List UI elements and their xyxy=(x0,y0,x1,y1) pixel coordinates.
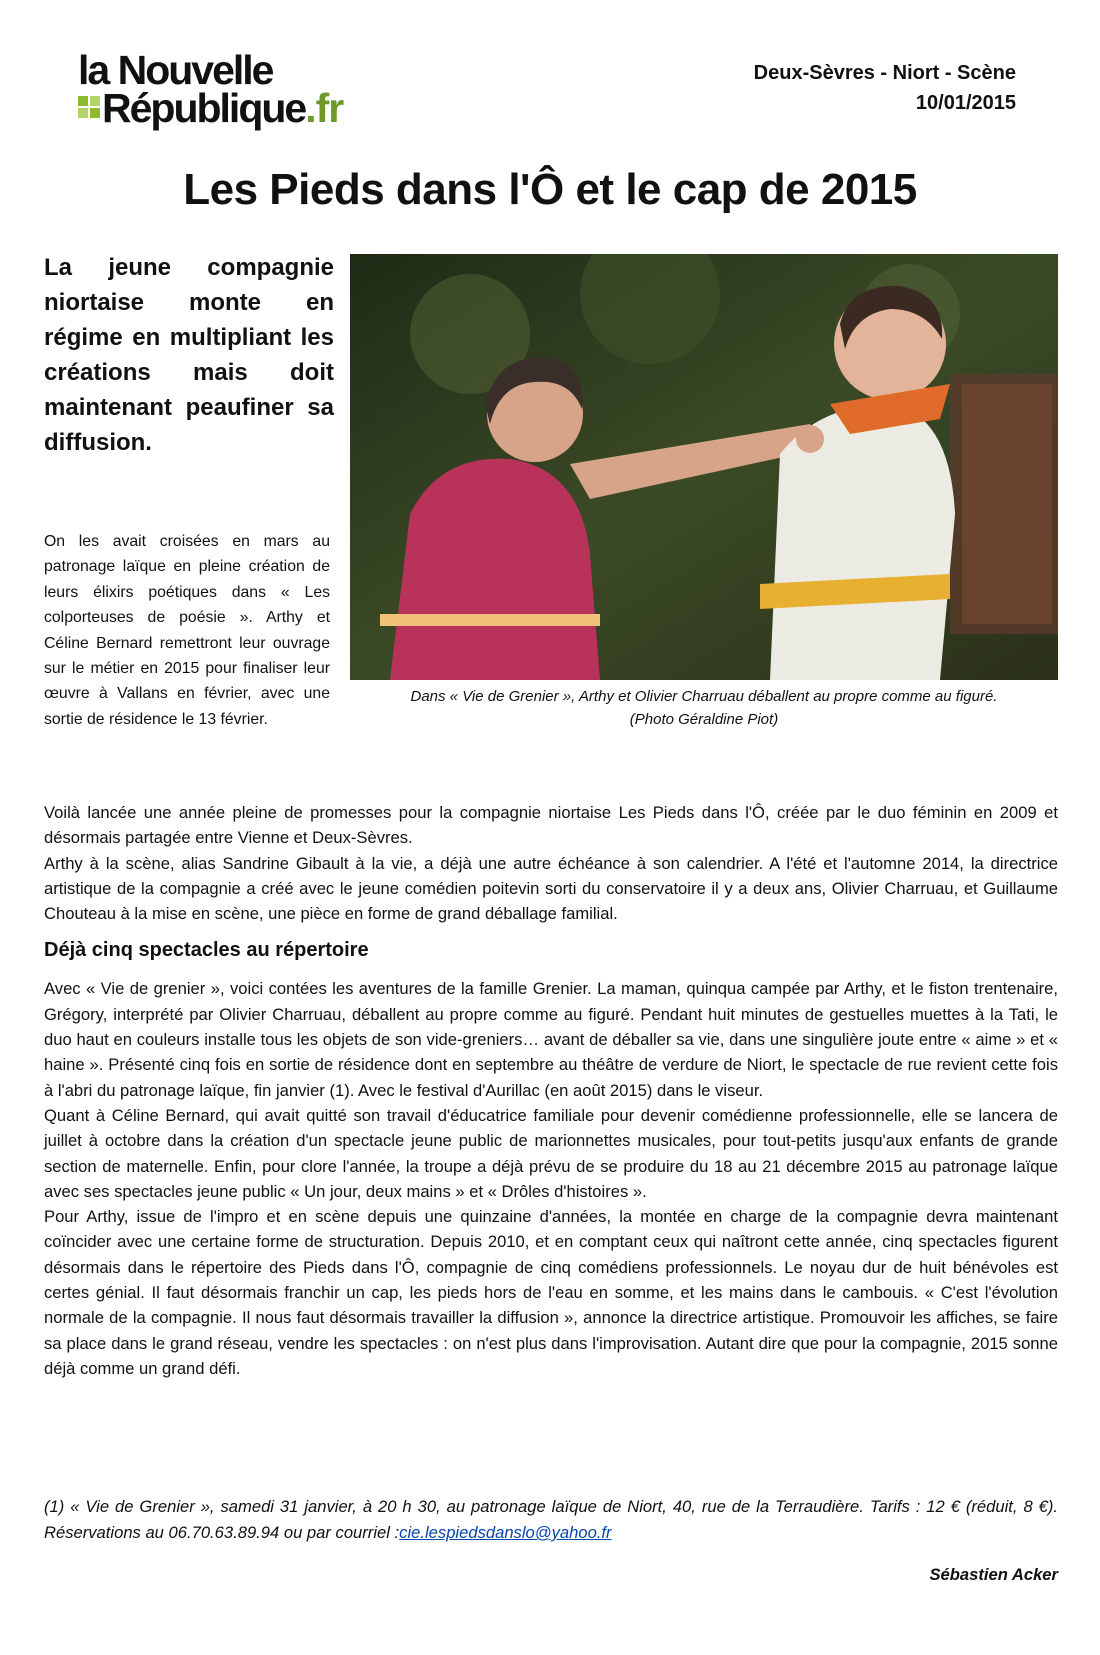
paragraph: Voilà lancée une année pleine de promesses pour la compagnie niortaise Les Pieds dans l'Ô, créée par le duo féminin en 2009 et désormais partagée entre Vienne et Deux-Sèvres. xyxy=(44,803,1058,848)
photo-caption-text: Dans « Vie de Grenier », Arthy et Olivier Charruau déballent au propre comme au figuré. xyxy=(410,688,998,705)
author-signature: Sébastien Acker xyxy=(929,1565,1058,1584)
contact-email-link[interactable]: cie.lespiedsdanslo@yahoo.fr xyxy=(399,1523,612,1542)
article-body xyxy=(44,800,1058,1381)
article-intro: On les avait croisées en mars au patronage laïque en pleine création de leurs élixirs poétiques dans « Les colporteuses de poésie ». Arthy et Céline Bernard remettront leur ouvrage sur le métier en 2015 pour finaliser leur œuvre à Vallans en février, avec une sortie de résidence le 13 février. xyxy=(44,533,330,728)
photo-illustration xyxy=(350,254,1058,680)
article-footnote xyxy=(44,1494,1058,1546)
photo-credit: (Photo Géraldine Piot) xyxy=(629,711,779,728)
paragraph: Pour Arthy, issue de l'impro et en scène depuis une quinzaine d'années, la montée en charge de la compagnie devra maintenant coïncider avec une certaine forme de structuration. Depuis 2010, et en comptant ceux qui naîtront cette année, cinq spectacles figurent désormais dans le répertoire des Pieds dans l'Ô, compagnie de cinq comédiens professionnels. Le noyau dur de huit bénévoles est certes génial. Il faut désormais franchir un cap, les pieds hors de l'eau en somme, et les mains dans le cambouis. « C'est l'évolution normale de la compagnie. Il nous faut désormais travailler la diffusion », annonce la directrice artistique. Promouvoir les affiches, se faire sa place dans le grand réseau, vendre les spectacles : on n'est plus dans l'improvisation. Autant dire que pour la compagnie, 2015 sonne déjà comme un grand défi. xyxy=(44,1207,1058,1378)
article-lead: La jeune compagnie niortaise monte en régime en multipliant les créations mais doit maintenant peaufiner sa diffusion. xyxy=(44,254,334,456)
logo-line2 xyxy=(78,85,344,131)
logo-name: République xyxy=(102,85,306,131)
photo-caption xyxy=(350,685,1058,731)
footnote-text: (1) « Vie de Grenier », samedi 31 janvier, à 20 h 30, au patronage laïque de Niort, 40, rue de la Terraudière. Tarifs : 12 € (réduit, 8 €). Réservations au 06.70.63.89.94 ou par courriel : xyxy=(44,1497,1058,1542)
logo-line1: la Nouvelle xyxy=(78,47,273,93)
publication-date: 10/01/2015 xyxy=(915,92,1016,114)
article-meta xyxy=(754,58,1016,118)
logo-suffix: .fr xyxy=(305,85,344,131)
paragraph: Avec « Vie de grenier », voici contées les aventures de la famille Grenier. La maman, quinqua campée par Arthy, et le fiston trentenaire, Grégory, interprété par Olivier Charruau, déballent au propre comme au figuré. Pendant huit minutes de gestuelles muettes à la Tati, le duo haut en couleurs installe tous les objets de son vide-greniers… avant de déballer sa vie, dans une singulière joute entre « aime » et « haine ». Présenté cinq fois en sortie de résidence dont en septembre au théâtre de verdure de Niort, le spectacle de rue revient cette fois à l'abri du patronage laïque, fin janvier (1). Avec le festival d'Aurillac (en août 2015) dans le viseur. xyxy=(44,979,1058,1100)
article-title: Les Pieds dans l'Ô et le cap de 2015 xyxy=(183,165,917,214)
section-label: Deux-Sèvres - Niort - Scène xyxy=(753,62,1016,84)
paragraph: Quant à Céline Bernard, qui avait quitté son travail d'éducatrice familiale pour devenir comédienne professionnelle, elle se lancera de juillet à octobre dans la création d'un spectacle jeune public de marionnettes musicales, pour tout-petits jusqu'aux enfants de grande section de maternelle. Enfin, pour clore l'année, la troupe a déjà prévu de se produire du 18 au 21 décembre 2015 au patronage laïque avec ses spectacles jeune public « Un jour, deux mains » et « Drôles d'histoires ». xyxy=(44,1105,1058,1201)
article-photo xyxy=(350,254,1058,680)
section-subheading: Déjà cinq spectacles au répertoire xyxy=(44,939,369,962)
paragraph: Arthy à la scène, alias Sandrine Gibault à la vie, a déjà une autre échéance à son calendrier. A l'été et l'automne 2014, la directrice artistique de la compagnie a créé avec le jeune comédien poitevin sorti du conservatoire il y a deux ans, Olivier Charruau, et Guillaume Chouteau à la mise en scène, une pièce en forme de grand déballage familial. xyxy=(44,853,1058,924)
newspaper-logo xyxy=(78,47,408,131)
